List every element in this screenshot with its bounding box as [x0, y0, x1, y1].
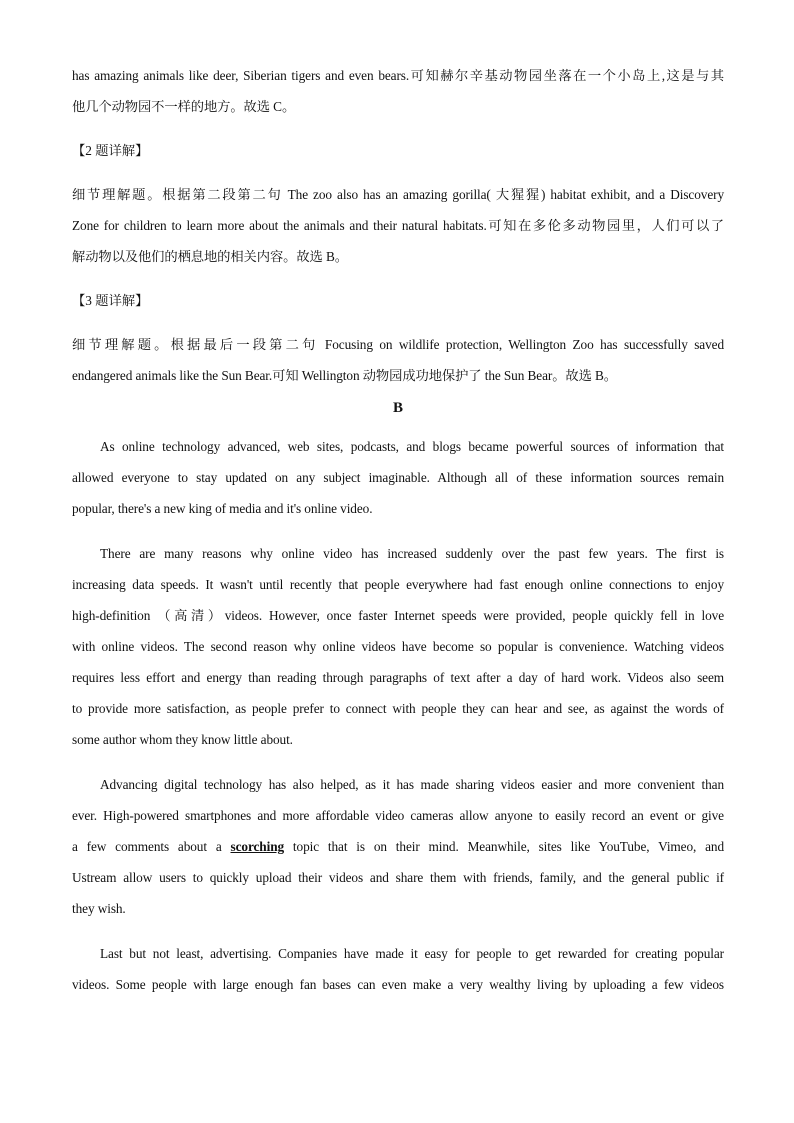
text-line: some author whom they know little about.	[72, 732, 293, 747]
text-line: 他几个动物园不一样的地方。故选 C。	[72, 99, 296, 114]
text-line: 解动物以及他们的栖息地的相关内容。故选 B。	[72, 249, 348, 264]
paragraph-4	[72, 938, 724, 1000]
text-line: Ustream allow users to quickly upload their videos and share them with friends, family, and the general public if	[72, 870, 724, 885]
section-b-title: B	[392, 400, 403, 416]
text-line: Advancing digital technology has also helped, as it has made sharing videos easier and more convenient than	[100, 777, 724, 792]
text-line: they wish.	[72, 901, 126, 916]
keyword-scorching: scorching	[230, 839, 285, 854]
question-3-heading: 【3 题详解】	[72, 293, 149, 308]
text-line: endangered animals like the Sun Bear.可知 Wellington 动物园成功地保护了 the Sun Bear。故选 B。	[72, 368, 617, 383]
text-line: requires less effort and energy than reading through paragraphs of text after a day of hard work. Videos also seem	[72, 670, 724, 685]
text-line: to provide more satisfaction, as people prefer to connect with people they can hear and see, as against the words of	[72, 701, 724, 716]
text-fragment: topic that is on their mind. Meanwhile, sites like YouTube, Vimeo, and	[284, 839, 724, 854]
text-line: allowed everyone to stay updated on any subject imaginable. Although all of these information sources remain	[72, 470, 724, 485]
text-line: Last but not least, advertising. Companies have made it easy for people to get rewarded for creating popular	[100, 946, 724, 961]
text-line: increasing data speeds. It wasn't until recently that people everywhere had fast enough online connections to enjoy	[72, 577, 724, 592]
text-line: Zone for children to learn more about the animals and their natural habitats.可知在多伦多动物园里，人们可以了	[72, 218, 724, 233]
text-line: ever. High-powered smartphones and more affordable video cameras allow anyone to easily record an event or give	[72, 808, 724, 823]
text-line: There are many reasons why online video has increased suddenly over the past few years. The first is	[100, 546, 724, 561]
answer-q2	[72, 135, 724, 272]
text-line: videos. Some people with large enough fan bases can even make a very wealthy living by uploading a few videos	[72, 977, 724, 992]
paragraph-3	[72, 769, 724, 924]
text-line: popular, there's a new king of media and it's online video.	[72, 501, 373, 516]
answer-q3	[72, 285, 724, 391]
text-line: 细节理解题。根据最后一段第二句 Focusing on wildlife protection, Wellington Zoo has successfully saved	[72, 337, 724, 352]
text-line: with online videos. The second reason why online videos have become so popular is convenience. Watching videos	[72, 639, 724, 654]
text-line: high-definition （高清）videos. However, once faster Internet speeds were provided, people quickly fell in love	[72, 608, 724, 623]
text-line: 细节理解题。根据第二段第二句 The zoo also has an amazing gorilla( 大猩猩) habitat exhibit, and a Discovery	[72, 187, 724, 202]
text-line	[72, 831, 724, 862]
text-fragment: a few comments about a	[72, 839, 231, 854]
document-page	[72, 60, 724, 1000]
paragraph-2	[72, 538, 724, 755]
text-line: has amazing animals like deer, Siberian tigers and even bears.可知赫尔辛基动物园坐落在一个小岛上,这是与其	[72, 68, 724, 83]
paragraph-1	[72, 431, 724, 524]
question-2-heading: 【2 题详解】	[72, 143, 149, 158]
answer-q1-tail	[72, 60, 724, 122]
text-line: As online technology advanced, web sites, podcasts, and blogs became powerful sources of information that	[100, 439, 724, 454]
